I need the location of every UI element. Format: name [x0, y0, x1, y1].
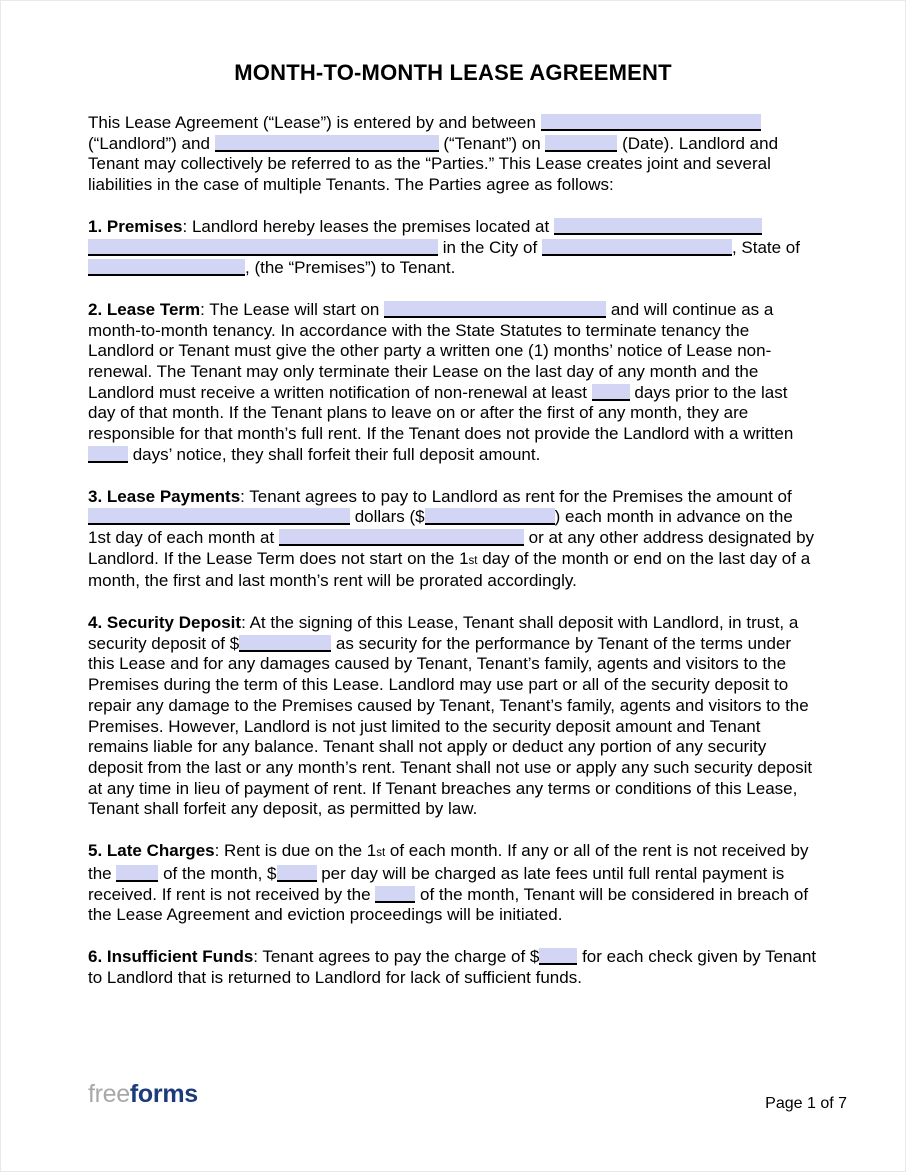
premises-address-line2-field[interactable]	[88, 239, 438, 256]
document-paragraphs	[88, 113, 818, 988]
text-run: st	[468, 554, 478, 567]
premises-city-field[interactable]	[542, 239, 732, 256]
text-run: of the month, $	[158, 863, 277, 883]
late-fee-day-field[interactable]	[116, 865, 158, 882]
paragraph-security-deposit	[88, 613, 818, 820]
text-run: dollars ($	[350, 507, 425, 527]
text-run: of the month, Tenant will be considered in breach of the Lease Agreement and eviction proceedings will be initiated.	[88, 884, 809, 925]
text-run: days prior to the last day of that month. If the Tenant plans to leave on or after the first of any month, they are responsible for that month’s full rent. If the Tenant does not provide the Landlord with a written	[88, 382, 794, 444]
text-run: 5. Late Charges	[88, 841, 215, 861]
page-number: Page 1 of 7	[765, 1095, 847, 1112]
insufficient-funds-charge-field[interactable]	[539, 948, 577, 965]
text-run: 1. Premises	[88, 216, 183, 236]
text-run: , (the “Premises”) to Tenant.	[245, 258, 456, 278]
text-run: , State of	[731, 237, 800, 257]
document-content	[88, 60, 818, 1009]
text-run: in the City of	[438, 237, 542, 257]
logo-forms-text: forms	[129, 1080, 198, 1108]
premises-state-field[interactable]	[88, 259, 245, 276]
freeforms-logo	[88, 1080, 198, 1109]
text-run: ) each month in advance on the 1st day of each month at	[88, 507, 793, 547]
text-run: 4. Security Deposit	[88, 613, 242, 633]
paragraph-insufficient-funds	[88, 947, 818, 988]
breach-day-field[interactable]	[375, 886, 415, 903]
paragraph-premises	[88, 217, 818, 279]
logo-free-text: free	[88, 1080, 130, 1108]
text-run: day of the month or end on the last day of a month, the first and last month’s rent will be prorated accordingly.	[88, 548, 811, 591]
text-run: 3. Lease Payments	[88, 486, 241, 506]
written-notice-days-field[interactable]	[88, 446, 128, 463]
text-run: This Lease Agreement (“Lease”) is entered by and between	[88, 113, 541, 132]
text-run: or at any other address designated by Landlord. If the Lease Term does not start on the 1	[88, 527, 815, 568]
text-run: st	[376, 847, 386, 860]
text-run: : At the signing of this Lease, Tenant shall deposit with Landlord, in trust, a security deposit of $	[88, 613, 799, 653]
text-run: (“Tenant”) on	[438, 133, 546, 153]
tenant-name-field[interactable]	[215, 135, 439, 152]
late-fee-per-day-field[interactable]	[277, 865, 317, 882]
text-run: for each check given by Tenant to Landlord that is returned to Landlord for lack of sufficient funds.	[88, 946, 817, 987]
text-run: : Rent is due on the 1	[214, 841, 377, 861]
landlord-name-field[interactable]	[541, 114, 761, 131]
paragraph-lease-term	[88, 300, 818, 466]
payment-address-field[interactable]	[279, 529, 524, 546]
agreement-date-field[interactable]	[545, 135, 617, 152]
premises-address-line1-field[interactable]	[554, 218, 762, 235]
text-run: days’ notice, they shall forfeit their full deposit amount.	[128, 444, 541, 464]
text-run: : Landlord hereby leases the premises located at	[182, 216, 554, 236]
lease-start-date-field[interactable]	[384, 301, 606, 318]
rent-amount-numeric-field[interactable]	[425, 508, 555, 525]
text-run: : Tenant agrees to pay to Landlord as rent for the Premises the amount of	[240, 486, 792, 506]
text-run: : The Lease will start on	[200, 299, 385, 319]
nonrenewal-notice-days-field[interactable]	[592, 384, 630, 401]
text-run: and will continue as a month-to-month tenancy. In accordance with the State Statutes to terminate tenancy the Landlord or Tenant must give the other party a written one (1) months’ notice of Lease non-renewal. The Tenant may only terminate their Lease on the last day of any month and the Landlord must receive a written notification of non-renewal at least	[88, 299, 774, 402]
page-title: MONTH-TO-MONTH LEASE AGREEMENT	[234, 60, 672, 85]
text-run: (“Landlord”) and	[88, 133, 215, 153]
text-run: 2. Lease Term	[88, 299, 201, 319]
text-run: 6. Insufficient Funds	[88, 946, 254, 966]
text-run: as security for the performance by Tenant of the terms under this Lease and for any damages caused by Tenant, Tenant’s family, agents and visitors to the Premises during the term of this Lease. Landlord may use part or all of the security deposit to repair any damage to the Premises caused by Tenant, Tenant’s family, agents and visitors to the Premises. However, Landlord is not just limited to the security deposit amount and Tenant remains liable for any balance. Tenant shall not apply or deduct any portion of any security deposit from the last or any month’s rent. Tenant shall not use or apply any such security deposit at any time in lieu of payment of rent. If Tenant breaches any terms or conditions of this Lease, Tenant shall forfeit any deposit, as permitted by law.	[88, 633, 813, 819]
text-run: of each month. If any or all of the rent is not received by the	[88, 841, 809, 883]
paragraph-late-charges	[88, 841, 818, 926]
text-run: (Date). Landlord and Tenant may collectively be referred to as the “Parties.” This Lease creates joint and several liabilities in the case of multiple Tenants. The Parties agree as follows:	[88, 133, 779, 195]
paragraph-intro	[88, 113, 818, 196]
security-deposit-amount-field[interactable]	[239, 635, 331, 652]
paragraph-lease-payments	[88, 487, 818, 593]
text-run: per day will be charged as late fees until full rental payment is received. If rent is not received by the	[88, 863, 785, 904]
rent-amount-words-field[interactable]	[88, 508, 350, 525]
text-run: : Tenant agrees to pay the charge of $	[253, 946, 540, 966]
